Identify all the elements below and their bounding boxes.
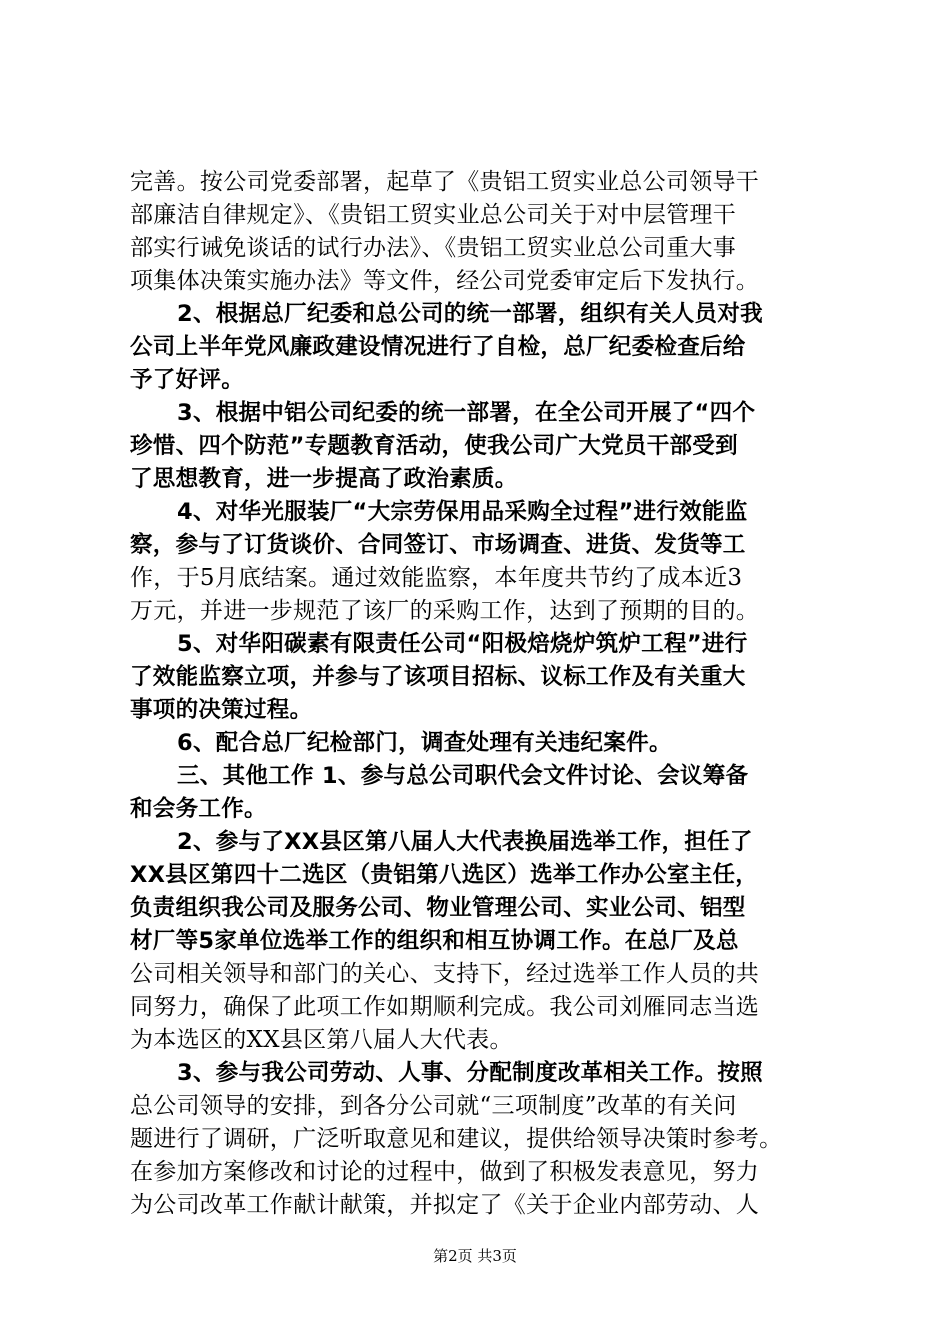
text-line: 同努力，确保了此项工作如期顺利完成。我公司刘雁同志当选 (130, 994, 760, 1020)
text-line: 题进行了调研，广泛听取意见和建议，提供给领导决策时参考。 (130, 1126, 783, 1152)
text-line: 和会务工作。 (130, 796, 267, 822)
text-line: 事项的决策过程。 (130, 697, 313, 723)
text-line: 2、根据总厂纪委和总公司的统一部署，组织有关人员对我 (177, 301, 763, 327)
text-line: 公司相关领导和部门的关心、支持下，经过选举工作人员的共 (130, 961, 760, 987)
text-line: 3、根据中铝公司纪委的统一部署，在全公司开展了“四个 (177, 400, 756, 426)
text-line: 为本选区的XX县区第八届人大代表。 (130, 1027, 513, 1053)
text-line: 三、其他工作 1、参与总公司职代会文件讨论、会议筹备 (177, 763, 749, 789)
text-line: 3、参与我公司劳动、人事、分配制度改革相关工作。按照 (177, 1060, 763, 1086)
text-line: 部实行诫免谈话的试行办法》、《贵铝工贸实业总公司重大事 (130, 235, 737, 261)
text-line: 部廉洁自律规定》、《贵铝工贸实业总公司关于对中层管理干 (130, 202, 737, 228)
text-line: 总公司领导的安排，到各分公司就“三项制度”改革的有关问 (130, 1093, 737, 1119)
text-line: 负责组织我公司及服务公司、物业管理公司、实业公司、铝型 (130, 895, 746, 921)
text-line: 作，于5月底结案。通过效能监察，本年度共节约了成本近3 (130, 565, 743, 591)
text-line: XX县区第四十二选区（贵铝第八选区）选举工作办公室主任， (130, 862, 759, 888)
text-line: 了思想教育，进一步提高了政治素质。 (130, 466, 518, 492)
page-number-footer: 第2页 共3页 (433, 1247, 517, 1265)
text-line: 项集体决策实施办法》等文件，经公司党委审定后下发执行。 (130, 268, 760, 294)
text-line: 2、参与了XX县区第八届人大代表换届选举工作，担任了 (177, 829, 753, 855)
text-line: 4、对华光服装厂“大宗劳保用品采购全过程”进行效能监 (177, 499, 748, 525)
text-line: 材厂等5家单位选举工作的组织和相互协调工作。在总厂及总 (130, 928, 739, 954)
text-line: 6、配合总厂纪检部门，调查处理有关违纪案件。 (177, 730, 672, 756)
text-line: 5、对华阳碳素有限责任公司“阳极焙烧炉筑炉工程”进行 (177, 631, 748, 657)
text-line: 万元，并进一步规范了该厂的采购工作，达到了预期的目的。 (130, 598, 760, 624)
document-body (130, 166, 830, 1222)
text-line: 公司上半年党风廉政建设情况进行了自检，总厂纪委检查后给 (130, 334, 746, 360)
text-line: 完善。按公司党委部署，起草了《贵铝工贸实业总公司领导干 (130, 169, 760, 195)
text-line: 察，参与了订货谈价、合同签订、市场调查、进货、发货等工 (130, 532, 746, 558)
text-line: 为公司改革工作献计献策，并拟定了《关于企业内部劳动、人 (130, 1192, 760, 1218)
text-line: 珍惜、四个防范”专题教育活动，使我公司广大党员干部受到 (130, 433, 738, 459)
text-line: 了效能监察立项，并参与了该项目招标、议标工作及有关重大 (130, 664, 746, 690)
text-line: 予了好评。 (130, 367, 245, 393)
text-line: 在参加方案修改和讨论的过程中，做到了积极发表意见，努力 (130, 1159, 760, 1185)
